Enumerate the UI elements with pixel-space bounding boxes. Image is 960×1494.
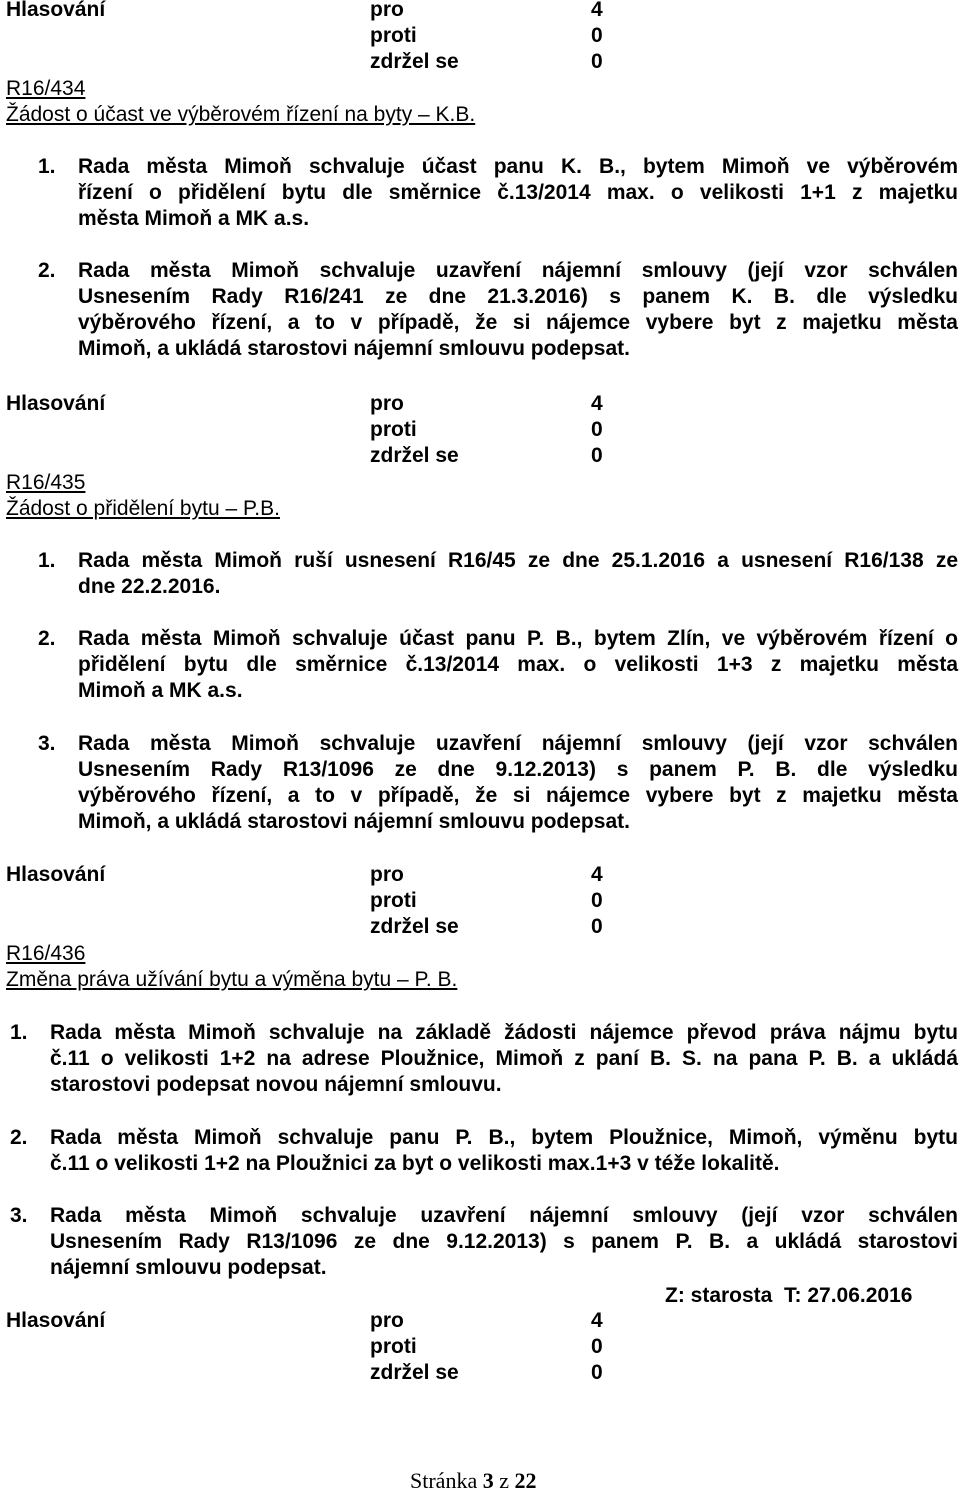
item-line: starostovi podepsat novou nájemní smlouvu.: [50, 1073, 502, 1096]
item-line: Mimoň, a ukládá starostovi nájemní smlouvu podepsat.: [78, 337, 630, 360]
item-number: 3.: [38, 732, 56, 755]
vote-pro-label: pro: [370, 863, 404, 886]
item-line: přidělení bytu dle směrnice č.13/2014 max. o velikosti 1+3 z majetku města: [78, 653, 958, 676]
vote-heading: Hlasování: [6, 0, 106, 21]
item-number: 2.: [38, 259, 56, 282]
item-line: Mimoň a MK a.s.: [78, 679, 243, 702]
item-line: dne 22.2.2016.: [78, 575, 221, 598]
item-line: Rada města Mimoň schvaluje účast panu P. B., bytem Zlín, ve výběrovém řízení o: [78, 627, 958, 650]
vote-pro-label: pro: [370, 392, 404, 415]
responsible-deadline: Z: starosta T: 27.06.2016: [665, 1284, 913, 1307]
vote-zdrzel-count: 0: [591, 915, 603, 938]
item-number: 3.: [10, 1204, 28, 1227]
item-number: 1.: [38, 549, 56, 572]
resolution-number: R16/436: [6, 942, 86, 965]
footer-page-number: 3: [482, 1468, 494, 1493]
vote-zdrzel-label: zdržel se: [370, 444, 459, 467]
item-line: výběrového řízení, a to v případě, že si nájemce vybere byt z majetku města: [78, 311, 958, 334]
vote-pro-count: 4: [591, 0, 603, 21]
vote-zdrzel-label: zdržel se: [370, 915, 459, 938]
vote-pro-count: 4: [591, 1309, 603, 1332]
vote-proti-label: proti: [370, 1335, 417, 1358]
footer-prefix: Stránka: [410, 1468, 478, 1493]
vote-proti-count: 0: [591, 24, 603, 47]
item-line: Rada města Mimoň schvaluje uzavření nájemní smlouvy (její vzor schválen: [78, 259, 958, 282]
vote-zdrzel-label: zdržel se: [370, 50, 459, 73]
vote-heading: Hlasování: [6, 1309, 106, 1332]
item-number: 2.: [10, 1126, 28, 1149]
vote-zdrzel-count: 0: [591, 1361, 603, 1384]
item-line: Usnesením Rady R13/1096 ze dne 9.12.2013) s panem P. B. dle výsledku: [78, 758, 958, 781]
item-line: Rada města Mimoň schvaluje účast panu K. B., bytem Mimoň ve výběrovém: [78, 155, 958, 178]
item-line: výběrového řízení, a to v případě, že si nájemce vybere byt z majetku města: [78, 784, 958, 807]
item-number: 1.: [10, 1021, 28, 1044]
resolution-number: R16/434: [6, 77, 86, 100]
vote-proti-label: proti: [370, 24, 417, 47]
item-line: č.11 o velikosti 1+2 na Ploužnici za byt o velikosti max.1+3 v téže lokalitě.: [50, 1152, 780, 1175]
item-line: Mimoň, a ukládá starostovi nájemní smlouvu podepsat.: [78, 810, 630, 833]
vote-proti-count: 0: [591, 418, 603, 441]
vote-pro-label: pro: [370, 1309, 404, 1332]
item-number: 1.: [38, 155, 56, 178]
vote-proti-label: proti: [370, 889, 417, 912]
vote-heading: Hlasování: [6, 863, 106, 886]
item-line: Rada města Mimoň schvaluje uzavření nájemní smlouvy (její vzor schválen: [78, 732, 958, 755]
item-line: Rada města Mimoň schvaluje na základě žádosti nájemce převod práva nájmu bytu: [50, 1021, 958, 1044]
item-line: č.11 o velikosti 1+2 na adrese Ploužnice, Mimoň z paní B. S. na pana P. B. a ukládá: [50, 1047, 958, 1070]
footer-separator: z: [499, 1468, 509, 1493]
vote-pro-count: 4: [591, 863, 603, 886]
page-footer: [410, 1468, 536, 1494]
vote-heading: Hlasování: [6, 392, 106, 415]
vote-proti-count: 0: [591, 889, 603, 912]
vote-proti-label: proti: [370, 418, 417, 441]
item-line: nájemní smlouvu podepsat.: [50, 1256, 327, 1279]
item-line: Rada města Mimoň schvaluje panu P. B., bytem Ploužnice, Mimoň, výměnu bytu: [50, 1126, 958, 1149]
item-line: Rada města Mimoň schvaluje uzavření nájemní smlouvy (její vzor schválen: [50, 1204, 958, 1227]
vote-zdrzel-label: zdržel se: [370, 1361, 459, 1384]
item-number: 2.: [38, 627, 56, 650]
vote-proti-count: 0: [591, 1335, 603, 1358]
vote-zdrzel-count: 0: [591, 50, 603, 73]
resolution-title: Změna práva užívání bytu a výměna bytu – P. B.: [6, 968, 458, 991]
footer-total-pages: 22: [514, 1468, 537, 1493]
item-line: Usnesením Rady R16/241 ze dne 21.3.2016) s panem K. B. dle výsledku: [78, 285, 958, 308]
item-line: řízení o přidělení bytu dle směrnice č.13/2014 max. o velikosti 1+1 z majetku: [78, 181, 958, 204]
item-line: Usnesením Rady R13/1096 ze dne 9.12.2013) s panem P. B. a ukládá starostovi: [50, 1230, 958, 1253]
item-line: města Mimoň a MK a.s.: [78, 207, 310, 230]
item-line: Rada města Mimoň ruší usnesení R16/45 ze dne 25.1.2016 a usnesení R16/138 ze: [78, 549, 958, 572]
resolution-number: R16/435: [6, 471, 86, 494]
vote-zdrzel-count: 0: [591, 444, 603, 467]
resolution-title: Žádost o přidělení bytu – P.B.: [6, 497, 280, 520]
vote-pro-label: pro: [370, 0, 404, 21]
resolution-title: Žádost o účast ve výběrovém řízení na byty – K.B.: [6, 103, 476, 126]
vote-pro-count: 4: [591, 392, 603, 415]
